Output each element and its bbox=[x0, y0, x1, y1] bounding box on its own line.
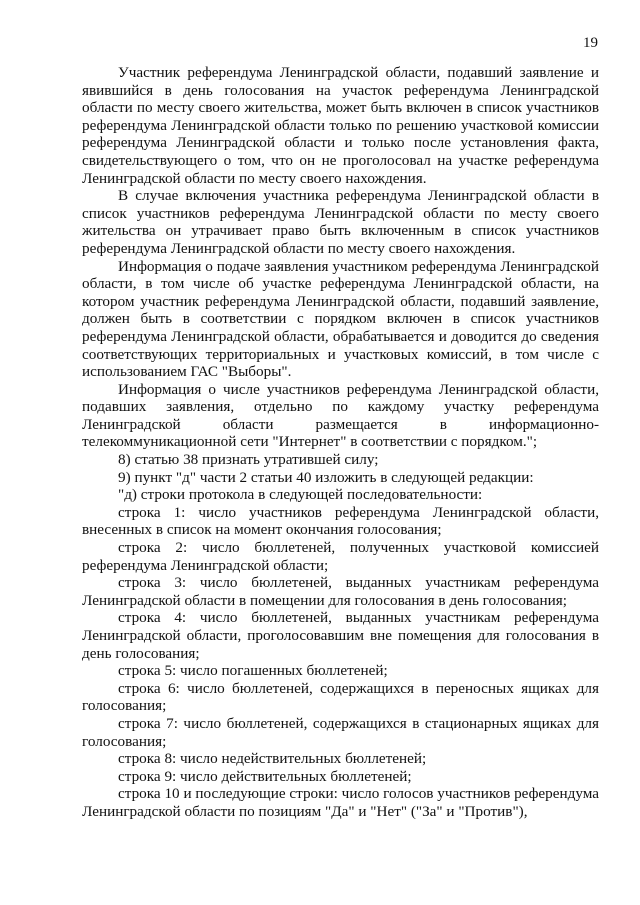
paragraph-voter-inclusion-rule: Участник референдума Ленинградской области, подавший заявление и явившийся в день голосования на участок референдума Ленинградской области по месту своего жительства, может быть включен в список участников референдума Ленинградской области только по решению участковой комиссии референдума Ленинградской области и только после установления факта, свидетельствующего о том, что он не проголосовал на участке референдума Ленинградской области по месту своего нахождения. bbox=[82, 64, 599, 187]
protocol-line-5: строка 5: число погашенных бюллетеней; bbox=[118, 662, 388, 680]
paragraph-loss-of-right: В случае включения участника референдума Ленинградской области в список участников референдума Ленинградской области по месту своего жительства он утрачивает право быть включенным в список участников референдума Ленинградской области по месту своего нахождения. bbox=[82, 187, 599, 257]
protocol-line-10: строка 10 и последующие строки: число голосов участников референдума Ленинградской области по позициям "Да" и "Нет" ("За" и "Против"), bbox=[82, 785, 599, 820]
protocol-line-8: строка 8: число недействительных бюллетеней; bbox=[118, 750, 427, 768]
protocol-line-9: строка 9: число действительных бюллетеней; bbox=[118, 767, 412, 785]
protocol-line-3: строка 3: число бюллетеней, выданных участникам референдума Ленинградской области в помещении для голосования в день голосования; bbox=[82, 574, 599, 609]
protocol-line-6: строка 6: число бюллетеней, содержащихся в переносных ящиках для голосования; bbox=[82, 679, 599, 715]
protocol-line-7: строка 7: число бюллетеней, содержащихся в стационарных ящиках для голосования; bbox=[82, 714, 599, 750]
paragraph-number-of-voters-info: Информация о числе участников референдума Ленинградской области, подавших заявления, отдельно по каждому участку референдума Ленинградской области размещается в информационно-телекоммуникационной сети "Интернет" в соответствии с порядком."; bbox=[82, 380, 599, 451]
paragraph-item-8: 8) статью 38 признать утратившей силу; bbox=[118, 451, 379, 469]
protocol-line-2: строка 2: число бюллетеней, полученных участковой комиссией референдума Ленинградской области; bbox=[82, 539, 599, 574]
protocol-line-1: строка 1: число участников референдума Ленинградской области, внесенных в список на момент окончания голосования; bbox=[82, 503, 599, 539]
page-number: 19 bbox=[583, 35, 598, 51]
document-body bbox=[82, 64, 599, 821]
protocol-line-4: строка 4: число бюллетеней, выданных участникам референдума Ленинградской области, проголосовавшим вне помещения для голосования в день голосования; bbox=[82, 609, 599, 662]
paragraph-application-info: Информация о подаче заявления участником референдума Ленинградской области, в том числе об участке референдума Ленинградской области, на котором участник референдума Ленинградской области, подавший заявление, должен быть в соответствии с порядком включен в список участников референдума Ленинградской области, обрабатывается и доводится до сведения соответствующих территориальных и участковых комиссий, в том числе с использованием ГАС "Выборы". bbox=[82, 257, 599, 381]
paragraph-protocol-lines-intro: "д) строки протокола в следующей последовательности: bbox=[118, 486, 483, 504]
paragraph-item-9: 9) пункт "д" части 2 статьи 40 изложить в следующей редакции: bbox=[118, 468, 534, 486]
